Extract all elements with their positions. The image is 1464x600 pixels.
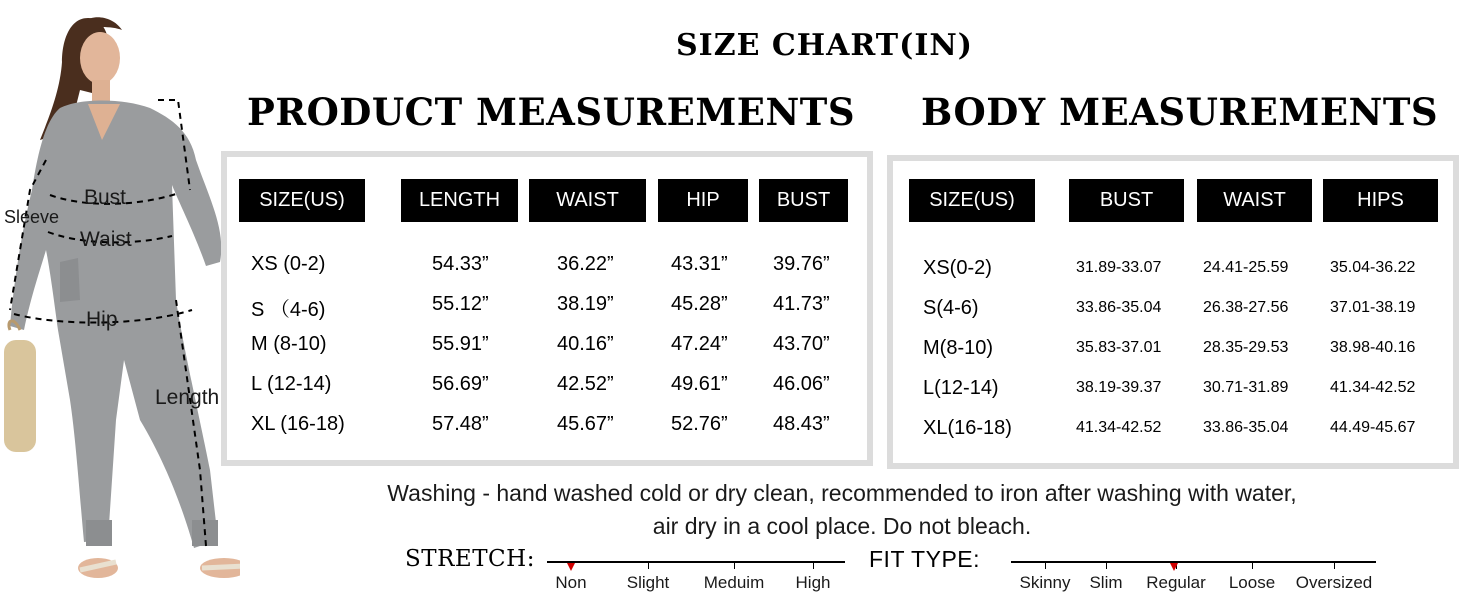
sleeve-label: Sleeve <box>4 207 60 227</box>
table-cell: 37.01-38.19 <box>1330 299 1416 316</box>
table-cell: 52.76” <box>671 413 728 435</box>
stretch-tick <box>813 561 814 569</box>
table-cell: 38.19” <box>557 293 614 315</box>
table-cell: 41.34-42.52 <box>1330 379 1416 396</box>
stretch-option-high: High <box>795 573 831 592</box>
table-cell: 33.86-35.04 <box>1203 419 1289 436</box>
table-cell: 26.38-27.56 <box>1203 299 1289 316</box>
table-cell: 54.33” <box>432 253 489 275</box>
fit-option-oversized: Oversized <box>1295 573 1373 592</box>
product-header-bust: BUST <box>759 179 848 222</box>
stretch-label: STRETCH: <box>405 546 535 572</box>
stretch-option-non: Non <box>555 573 587 592</box>
fit-option-skinny: Skinny <box>1019 573 1071 592</box>
body-header-size: SIZE(US) <box>909 179 1035 222</box>
table-cell: 55.91” <box>432 333 489 355</box>
table-cell: M(8-10) <box>923 337 994 359</box>
stretch-tick <box>734 561 735 569</box>
table-cell: S(4-6) <box>923 297 979 319</box>
table-cell: 35.04-36.22 <box>1330 259 1416 276</box>
table-cell: 28.35-29.53 <box>1203 339 1289 356</box>
table-cell: 44.49-45.67 <box>1330 419 1416 436</box>
table-cell: 49.61” <box>671 373 728 395</box>
product-measurements-title: PRODUCT MEASUREMENTS <box>247 90 856 134</box>
table-cell: 33.86-35.04 <box>1076 299 1162 316</box>
table-cell: 56.69” <box>432 373 489 395</box>
body-header-waist: WAIST <box>1197 179 1312 222</box>
table-cell: 47.24” <box>671 333 728 355</box>
table-cell: 57.48” <box>432 413 489 435</box>
fit-option-regular: Regular <box>1146 573 1206 592</box>
table-cell: 30.71-31.89 <box>1203 379 1289 396</box>
stretch-selected-marker <box>567 563 575 571</box>
body-measurements-title: BODY MEASUREMENTS <box>921 90 1439 134</box>
table-cell: 55.12” <box>432 293 489 315</box>
table-cell: 41.34-42.52 <box>1076 419 1162 436</box>
bust-label: Bust <box>84 186 127 209</box>
table-cell: 45.28” <box>671 293 728 315</box>
fit-scale-line <box>1011 561 1376 563</box>
stretch-option-slight: Slight <box>626 573 670 592</box>
model-illustration <box>0 0 240 600</box>
fit-option-slim: Slim <box>1089 573 1123 592</box>
fit-option-loose: Loose <box>1228 573 1276 592</box>
fit-selected-marker <box>1170 563 1178 571</box>
table-cell: 24.41-25.59 <box>1203 259 1289 276</box>
stretch-option-medium: Meduim <box>703 573 765 592</box>
product-header-length: LENGTH <box>401 179 518 222</box>
table-cell: S （4-6) <box>251 299 326 321</box>
stretch-tick <box>648 561 649 569</box>
table-cell: 38.98-40.16 <box>1330 339 1416 356</box>
product-header-waist: WAIST <box>529 179 646 222</box>
page-title: SIZE CHART(IN) <box>676 28 973 63</box>
table-cell: L(12-14) <box>923 377 999 399</box>
table-cell: 38.19-39.37 <box>1076 379 1162 396</box>
table-cell: XL (16-18) <box>251 413 345 435</box>
table-cell: 41.73” <box>773 293 830 315</box>
fit-type-label: FIT TYPE: <box>869 546 981 572</box>
table-cell: L (12-14) <box>251 373 332 395</box>
table-cell: 48.43” <box>773 413 830 435</box>
table-cell: 31.89-33.07 <box>1076 259 1162 276</box>
hip-label: Hip <box>86 308 118 331</box>
table-cell: 46.06” <box>773 373 830 395</box>
waist-label: Waist <box>80 228 132 251</box>
table-cell: 43.70” <box>773 333 830 355</box>
table-cell: 39.76” <box>773 253 830 275</box>
body-header-hips: HIPS <box>1323 179 1438 222</box>
stretch-scale-line <box>547 561 845 563</box>
table-cell: 40.16” <box>557 333 614 355</box>
product-header-hip: HIP <box>658 179 748 222</box>
washing-line-2: air dry in a cool place. Do not bleach. <box>652 513 1032 539</box>
fit-tick <box>1252 561 1253 569</box>
product-header-size: SIZE(US) <box>239 179 365 222</box>
table-cell: XL(16-18) <box>923 417 1012 439</box>
washing-line-1: Washing - hand washed cold or dry clean, recommended to iron after washing with water, <box>387 480 1297 506</box>
table-cell: XS(0-2) <box>923 257 992 279</box>
table-cell: 42.52” <box>557 373 614 395</box>
body-measurements-table <box>887 155 1459 469</box>
fit-tick <box>1045 561 1046 569</box>
model-figure <box>0 0 240 600</box>
table-cell: 35.83-37.01 <box>1076 339 1162 356</box>
fit-tick <box>1334 561 1335 569</box>
table-cell: XS (0-2) <box>251 253 326 275</box>
table-cell: M (8-10) <box>251 333 327 355</box>
table-cell: 45.67” <box>557 413 614 435</box>
washing-instructions <box>220 477 1464 543</box>
fit-tick <box>1106 561 1107 569</box>
table-cell: 43.31” <box>671 253 728 275</box>
length-label: Length <box>155 386 220 409</box>
table-cell: 36.22” <box>557 253 614 275</box>
product-measurements-table <box>221 151 873 466</box>
body-header-bust: BUST <box>1069 179 1184 222</box>
